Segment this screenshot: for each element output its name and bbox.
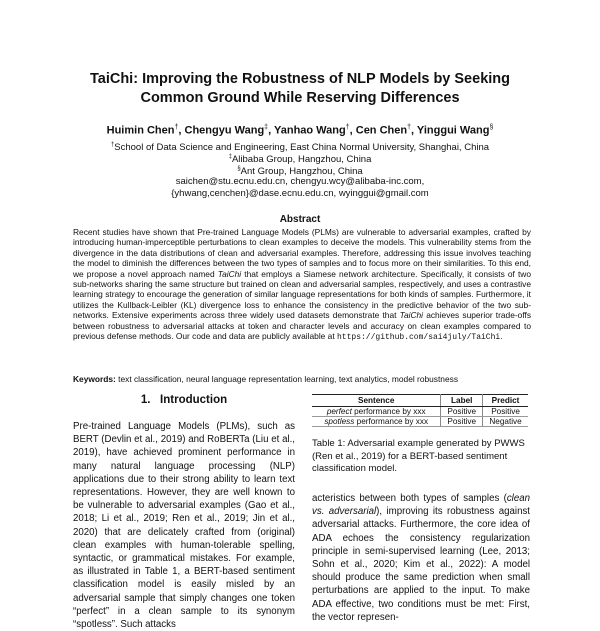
keywords-text: text classification, neural language representation learning, text analytics, model robustness	[118, 374, 459, 384]
intro-paragraph	[73, 420, 295, 631]
affiliation-mark: ‡	[228, 154, 232, 160]
right-text-part: ), improving its robustness against adversarial attacks. Furthermore, the core idea of ADA echoes the consistency regularization principle in semi-supervised learning (Lee, 2013; Sohn et al., 2020; Kim et al., 2022): A model should produce the same prediction when small perturbations are applied to the input. To make ADA effective, two conditions must be met: First, the vector represen-	[312, 506, 530, 623]
method-name: TaiChi	[399, 310, 424, 321]
author-mark: †	[174, 124, 179, 131]
table-row	[312, 407, 528, 417]
affiliation-text: School of Data Science and Engineering, East China Normal University, Shanghai, China	[114, 142, 490, 154]
email-line: {yhwang,cenchen}@dase.ecnu.edu.cn, wyinggui@gmail.com	[171, 188, 429, 199]
email-line: saichen@stu.ecnu.edu.cn, chengyu.wcy@alibaba-inc.com,	[175, 176, 425, 187]
paper-title	[0, 70, 600, 108]
affiliation-mark: §	[237, 166, 241, 172]
affiliation-mark: †	[110, 142, 115, 148]
table-row	[312, 417, 528, 427]
author-list: Huimin Chen†, Chengyu Wang‡, Yanhao Wang†, Cen Chen†, Yinggui Wang§	[106, 124, 494, 137]
perturbed-word: spotless	[324, 417, 355, 426]
author-mark: ‡	[264, 124, 269, 131]
author-name: Cen Chen	[355, 124, 408, 137]
author-name: Huimin Chen	[106, 124, 175, 137]
abstract-text: Recent studies have shown that Pre-trained Language Models (PLMs) are vulnerable to adversarial examples, crafted by introducing human-imperceptible perturbations to clean examples to deceive the models. This vulnerability stems from the divergence in the data distributions of clean and adversarial examples. Therefore, addressing this issue involves teaching the model to diminish the differences between the two types of samples and to focus more on their similarities. To this end, we propose a novel approach named TaiChi that employs a Siamese network architecture. Specifically, it consists of two sub-networks sharing the same structure but trained on clean and adversarial samples, respectively, and uses a contrastive learning strategy to encourage the generation of similar language representations for both kinds of samples. Furthermore, it utilizes the Kullback-Leibler (KL) divergence loss to enhance the consistency in the predictive behavior of the two sub-networks. Extensive experiments across three widely used datasets demonstrate that TaiChi achieves superior trade-offs between robustness to adversarial attacks at token and character levels and accuracy on clean examples compared to previous defense methods. Our code and data are publicly available at https://github.com/sai4july/TaiChi.	[73, 227, 532, 343]
affiliation-text: Alibaba Group, Hangzhou, China	[231, 154, 372, 166]
right-text-part: acteristics between both types of samples (	[312, 493, 507, 504]
abstract-part: that employs a Siamese network architecture. Specifically, it consists of two sub-networks sharing the same structure but trained on clean and adversarial samples, respectively, and uses a contrastive learning strategy to encourage the generation of similar language representations for both kinds of samples. Furthermore, it utilizes the Kullback-Leibler (KL) divergence loss to enhance the consistency in the predictive behavior of the two sub-networks. Extensive experiments across three widely used datasets demonstrate that	[73, 268, 531, 321]
keywords-label: Keywords:	[73, 374, 116, 384]
section-number: 1.	[140, 394, 151, 406]
abstract-part: Recent studies have shown that Pre-trained Language Models (PLMs) are vulnerable to adversarial examples, crafted by introducing human-imperceptible perturbations to clean examples to deceive the models. This vulnerability stems from the divergence in the data distributions of clean and adversarial examples. Therefore, addressing this issue involves teaching the model to diminish the differences between the two types of samples and to focus more on their similarities. To this end, we propose a novel approach named	[73, 227, 531, 279]
table-cell-sentence	[312, 407, 441, 417]
table-cell-predict: Negative	[483, 417, 528, 427]
table-header: Label	[441, 395, 483, 407]
abstract-heading: Abstract	[279, 214, 321, 225]
right-text-italic: clean vs. adversarial	[312, 493, 530, 518]
table-cell-label: Positive	[441, 407, 483, 417]
table-1	[312, 394, 530, 427]
author-name: Yanhao Wang	[274, 124, 346, 137]
table-cell-label: Positive	[441, 417, 483, 427]
table-header: Predict	[483, 395, 528, 407]
keywords	[73, 374, 543, 384]
intro-text: Pre-trained Language Models (PLMs), such as BERT (Devlin et al., 2019) and RoBERTa (Liu et al., 2019), have achieved prominent performance in many natural language processing (NLP) applications due to their strong ability to learn text representations. However, they are well known to be vulnerable to adversarial examples (Gao et al., 2018; Li et al., 2019; Ren et al., 2019; Jin et al., 2020) that are delicately crafted from (original) clean examples with human-tolerable spelling, syntactic, or grammatical mistakes. For example, as illustrated in Table 1, a BERT-based sentiment classification model is easily misled by an adversarial sample that simply changes one token “perfect” in a clean sample to its synonym “spotless”. Such attacks	[73, 421, 295, 631]
title-line-1: TaiChi: Improving the Robustness of NLP Models by Seeking	[89, 71, 510, 87]
table-cell-predict: Positive	[483, 407, 528, 417]
author-name: Chengyu Wang	[184, 124, 265, 137]
code-link[interactable]: https://github.com/sai4july/TaiChi	[336, 333, 501, 343]
affiliation-text: Ant Group, Hangzhou, China	[240, 166, 363, 178]
sentence-rest: performance by xxx	[354, 407, 426, 416]
perturbed-word: perfect	[326, 407, 352, 416]
section-heading	[73, 394, 295, 406]
example-table	[312, 394, 528, 427]
author-mark: †	[407, 124, 411, 131]
author-name: Yinggui Wang	[416, 124, 490, 137]
method-name: TaiChi	[217, 268, 242, 279]
abstract-part: achieves superior trade-offs between robustness to adversarial attacks at token and character levels and accuracy on clean examples compared to previous defense methods. Our code and data are publicly available at	[73, 310, 532, 342]
table-cell-sentence	[312, 417, 441, 427]
sentence-rest: performance by xxx	[356, 417, 429, 426]
table-header: Sentence	[312, 395, 441, 407]
table-header-row	[312, 395, 528, 407]
section-title: Introduction	[160, 394, 228, 406]
table-caption: Table 1: Adversarial example generated by PWWS (Ren et al., 2019) for a BERT-based sentiment classification model.	[312, 438, 525, 474]
right-column-text	[312, 492, 530, 624]
author-mark: §	[489, 124, 494, 131]
author-mark: †	[345, 124, 350, 131]
title-line-2: Common Ground While Reserving Differences	[140, 90, 460, 106]
